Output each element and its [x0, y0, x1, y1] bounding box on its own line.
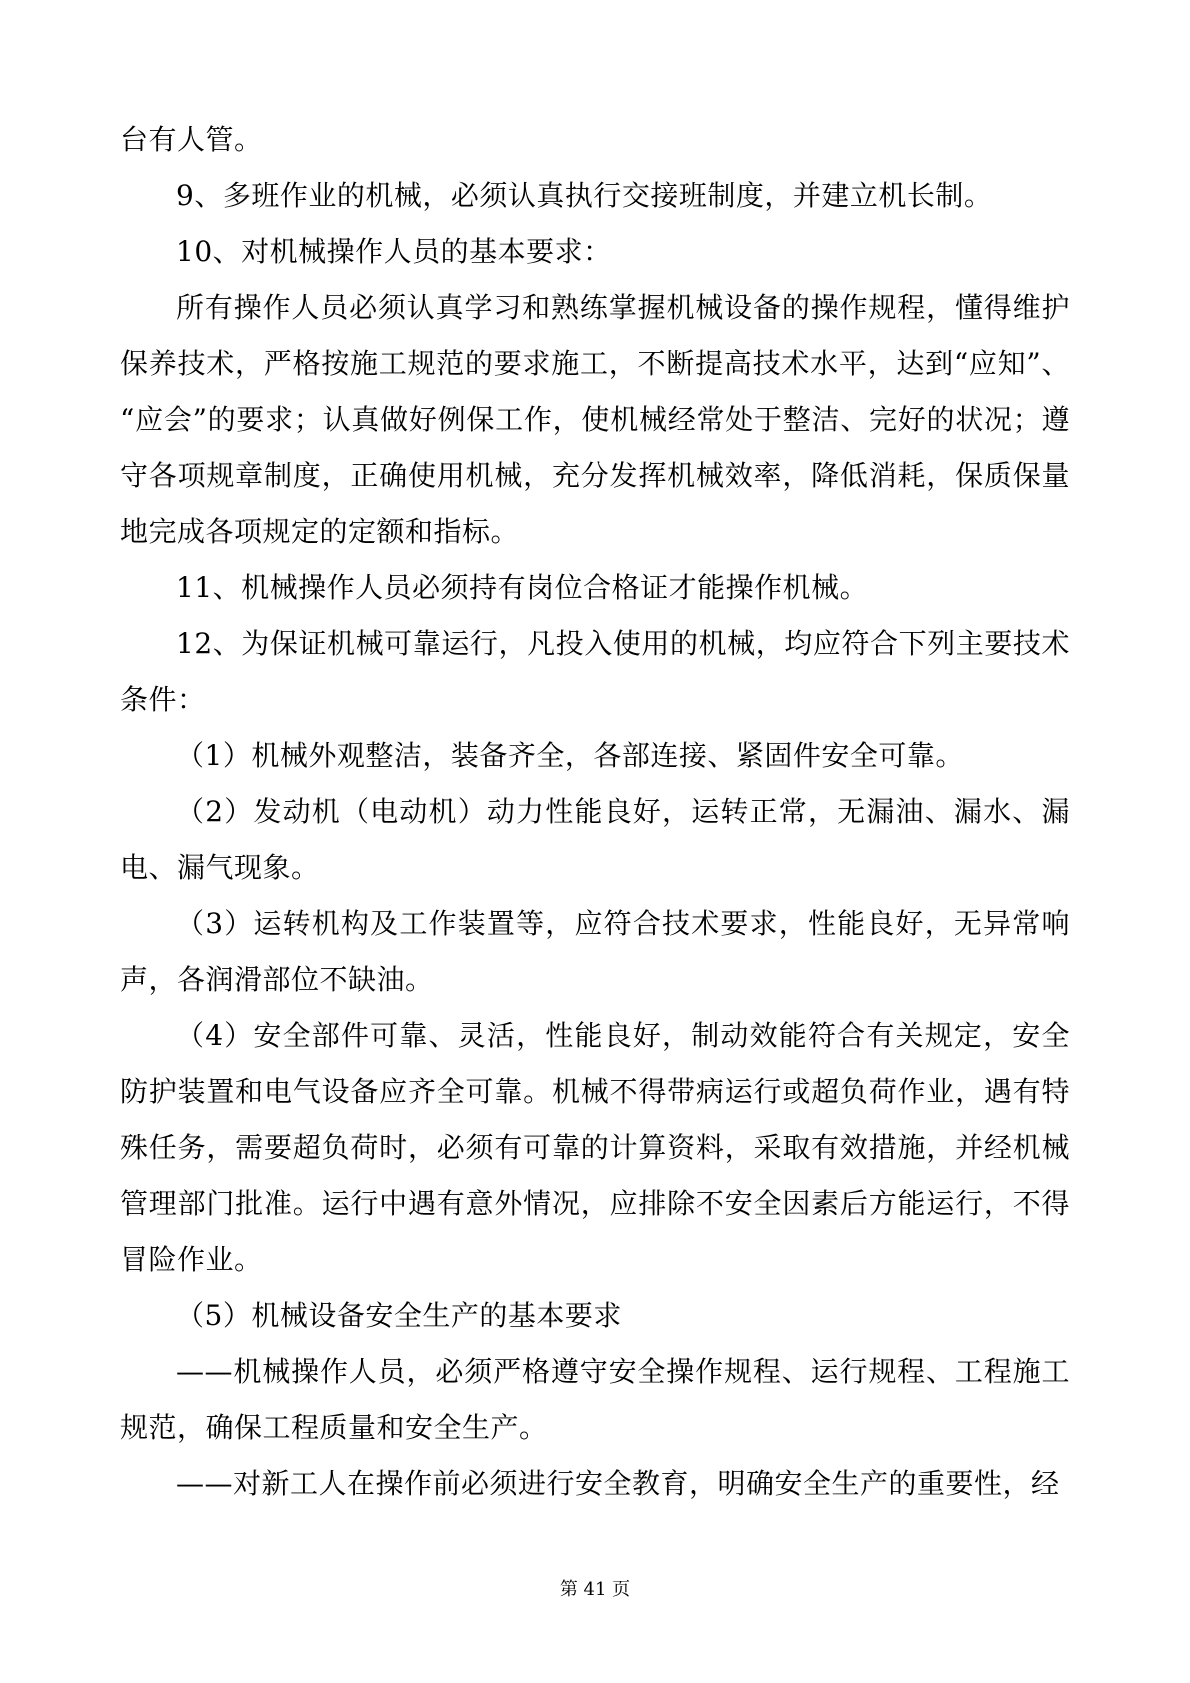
- paragraph: 12、为保证机械可靠运行，凡投入使用的机械，均应符合下列主要技术条件：: [120, 627, 1070, 716]
- paragraph: （4）安全部件可靠、灵活，性能良好，制动效能符合有关规定，安全防护装置和电气设备应齐全可靠。机械不得带病运行或超负荷作业，遇有特殊任务，需要超负荷时，必须有可靠的计算资料，采取有效措施，并经机械管理部门批准。运行中遇有意外情况，应排除不安全因素后方能运行，不得冒险作业。: [120, 1019, 1070, 1276]
- paragraph: 11、机械操作人员必须持有岗位合格证才能操作机械。: [176, 571, 869, 604]
- paragraph: ——机械操作人员，必须严格遵守安全操作规程、运行规程、工程施工规范，确保工程质量和安全生产。: [120, 1355, 1070, 1444]
- paragraph: 9、多班作业的机械，必须认真执行交接班制度，并建立机长制。: [176, 179, 993, 212]
- paragraph: 10、对机械操作人员的基本要求：: [176, 235, 612, 268]
- document-body: [120, 112, 1070, 1512]
- paragraph: ——对新工人在操作前必须进行安全教育，明确安全生产的重要性，经: [176, 1467, 1060, 1500]
- paragraph: 台有人管。: [120, 123, 263, 156]
- paragraph: 所有操作人员必须认真学习和熟练掌握机械设备的操作规程，懂得维护保养技术，严格按施工规范的要求施工，不断提高技术水平，达到“应知”、“应会”的要求；认真做好例保工作，使机械经常处于整洁、完好的状况；遵守各项规章制度，正确使用机械，充分发挥机械效率，降低消耗，保质保量地完成各项规定的定额和指标。: [120, 291, 1070, 548]
- page-number: 第 41 页: [559, 1579, 631, 1600]
- paragraph: （5）机械设备安全生产的基本要求: [176, 1299, 622, 1332]
- paragraph: （3）运转机构及工作装置等，应符合技术要求，性能良好，无异常响声，各润滑部位不缺油。: [120, 907, 1070, 996]
- paragraph: （2）发动机（电动机）动力性能良好，运转正常，无漏油、漏水、漏电、漏气现象。: [120, 795, 1070, 884]
- paragraph: （1）机械外观整洁，装备齐全，各部连接、紧固件安全可靠。: [176, 739, 964, 772]
